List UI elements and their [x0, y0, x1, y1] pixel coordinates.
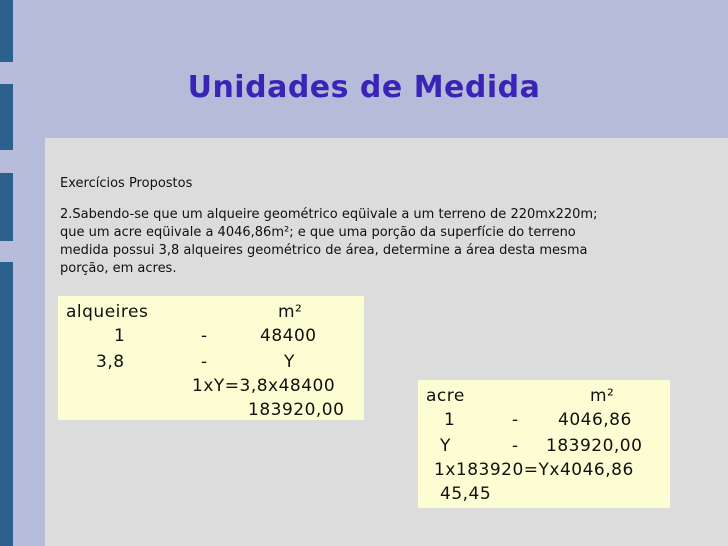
- row2-separator: -: [512, 436, 519, 456]
- header-unit-left: alqueires: [66, 302, 149, 322]
- exercise-text: [60, 206, 670, 278]
- result: 45,45: [440, 484, 492, 504]
- acre-calculation-box: [418, 380, 670, 508]
- exercise-text-line: 2.Sabendo-se que um alqueire geométrico eqüivale a um terreno de 220mx220m;: [60, 207, 598, 222]
- row1-right-value: 4046,86: [558, 410, 632, 430]
- header-unit-right: m²: [278, 302, 303, 322]
- exercise-text-line: porção, em acres.: [60, 261, 177, 276]
- alqueires-calculation-box: [58, 296, 364, 420]
- side-decoration-bar: [0, 262, 13, 546]
- exercise-text-line: medida possui 3,8 alqueires geométrico de área, determine a área desta mesma: [60, 243, 588, 258]
- row2-left-value: Y: [440, 436, 451, 456]
- exercise-text-line: que um acre eqüivale a 4046,86m²; e que uma porção da superfície do terreno: [60, 225, 576, 240]
- row2-right-value: 183920,00: [546, 436, 643, 456]
- row1-separator: -: [201, 326, 208, 346]
- side-decoration-bar: [0, 0, 13, 62]
- header-unit-right: m²: [590, 386, 615, 406]
- header-unit-left: acre: [426, 386, 465, 406]
- row1-left-value: 1: [444, 410, 456, 430]
- row1-separator: -: [512, 410, 519, 430]
- slide-title: Unidades de Medida: [187, 70, 541, 105]
- row2-left-value: 3,8: [96, 352, 125, 372]
- row1-right-value: 48400: [260, 326, 317, 346]
- row1-left-value: 1: [114, 326, 126, 346]
- result: 183920,00: [248, 400, 345, 420]
- equation: 1xY=3,8x48400: [192, 376, 336, 396]
- side-decoration-bar: [0, 173, 13, 241]
- equation: 1x183920=Yx4046,86: [434, 460, 634, 480]
- row2-separator: -: [201, 352, 208, 372]
- subheading: Exercícios Propostos: [60, 176, 193, 191]
- row2-right-value: Y: [284, 352, 295, 372]
